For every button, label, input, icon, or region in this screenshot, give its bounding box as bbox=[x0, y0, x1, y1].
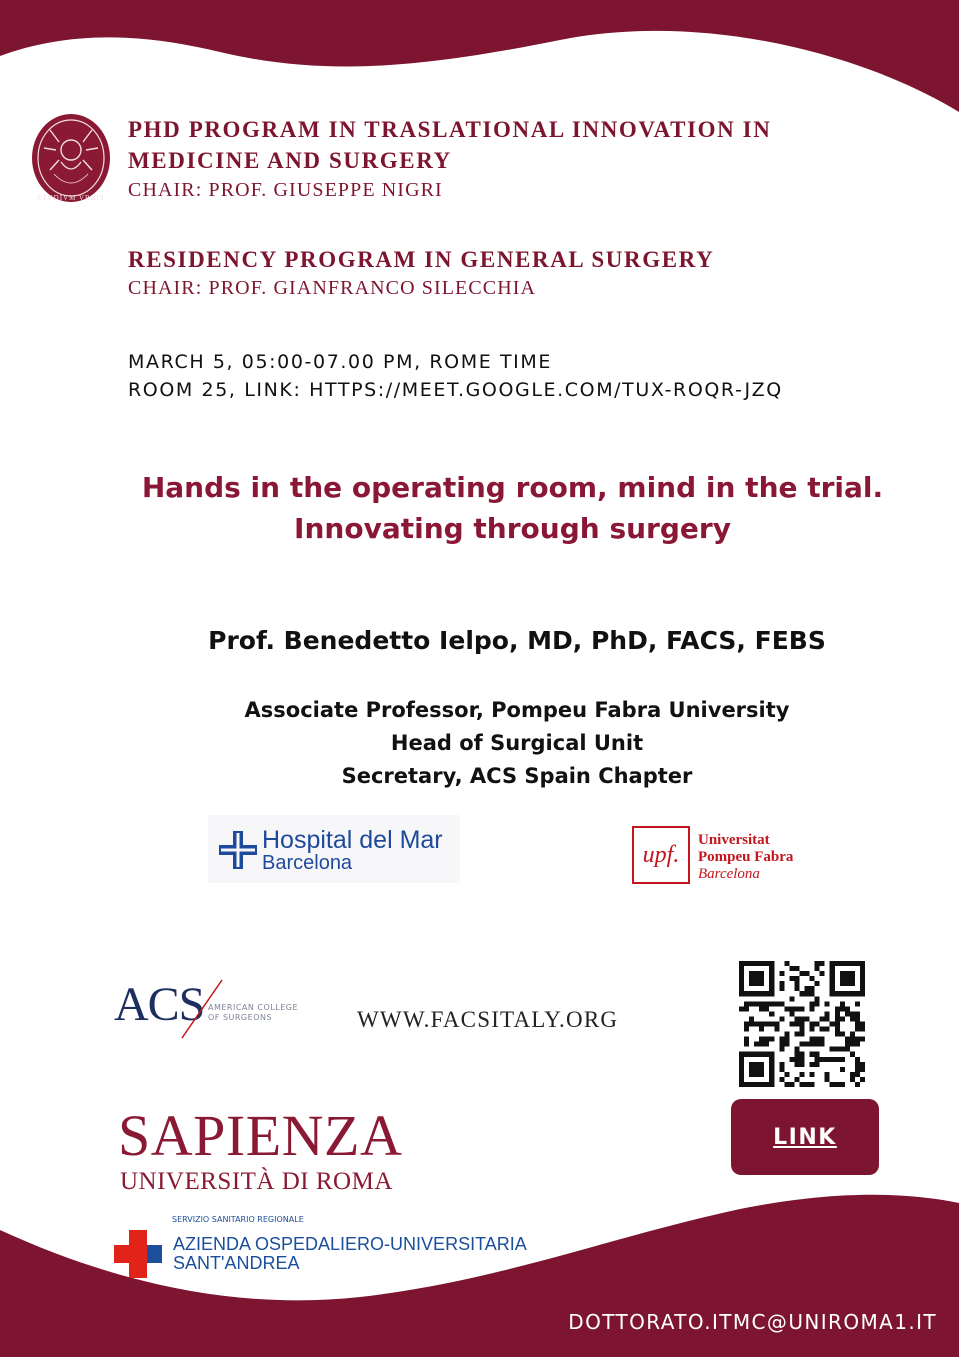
qr-code-icon[interactable] bbox=[739, 961, 865, 1087]
upf-logo-mark bbox=[632, 826, 690, 884]
hospital-del-mar-logo bbox=[208, 815, 460, 883]
talk-title-line-1: Hands in the operating room, mind in the trial. bbox=[141, 471, 884, 504]
upf-line-3: Barcelona bbox=[698, 866, 760, 882]
contact-email[interactable]: DOTTORATO.ITMC@UNIROMA1.IT bbox=[568, 1310, 937, 1334]
sant-andrea-line-2: SANT'ANDREA bbox=[173, 1253, 300, 1273]
upf-mark-text: upf. bbox=[642, 842, 680, 868]
upf-logo-text bbox=[698, 832, 793, 883]
upf-line-2: Pompeu Fabra bbox=[698, 849, 794, 865]
acs-logo-text bbox=[208, 1003, 298, 1023]
event-location-link[interactable]: ROOM 25, LINK: HTTPS://MEET.GOOGLE.COM/TUX-ROQR-JZQ bbox=[128, 379, 783, 401]
sant-andrea-small-label: SERVIZIO SANITARIO REGIONALE bbox=[172, 1215, 304, 1224]
sant-andrea-line-1: AZIENDA OSPEDALIERO-UNIVERSITARIA bbox=[173, 1234, 527, 1254]
phd-program-chair: CHAIR: PROF. GIUSEPPE NIGRI bbox=[128, 179, 443, 201]
sant-andrea-logo-text bbox=[173, 1235, 527, 1273]
top-wave-decoration bbox=[0, 0, 959, 130]
speaker-role-3: Secretary, ACS Spain Chapter bbox=[341, 764, 693, 788]
link-button[interactable]: LINK bbox=[731, 1099, 879, 1175]
sapienza-name: SAPIENZA bbox=[118, 1103, 403, 1168]
speaker-name: Prof. Benedetto Ielpo, MD, PhD, FACS, FEBS bbox=[208, 626, 826, 655]
acs-line-1: AMERICAN COLLEGE bbox=[208, 1003, 299, 1012]
event-datetime: MARCH 5, 05:00-07.00 PM, ROME TIME bbox=[128, 351, 552, 373]
residency-program-title: RESIDENCY PROGRAM IN GENERAL SURGERY bbox=[128, 247, 715, 272]
red-blue-cross-icon bbox=[114, 1230, 162, 1278]
phd-program-title-line-2: MEDICINE AND SURGERY bbox=[128, 148, 452, 173]
upf-line-1: Universitat bbox=[698, 832, 770, 848]
residency-program-chair: CHAIR: PROF. GIANFRANCO SILECCHIA bbox=[128, 277, 537, 299]
hospital-del-mar-city: Barcelona bbox=[262, 852, 353, 874]
seal-motto: STVDIVM VRBIS bbox=[37, 194, 105, 202]
speaker-role-2: Head of Surgical Unit bbox=[390, 731, 644, 755]
hospital-cross-icon bbox=[219, 831, 257, 869]
speaker-roles bbox=[0, 694, 959, 793]
speaker-role-1: Associate Professor, Pompeu Fabra University bbox=[244, 698, 790, 722]
acs-line-2: OF SURGEONS bbox=[208, 1013, 273, 1022]
talk-title-line-2: Innovating through surgery bbox=[294, 512, 731, 545]
talk-title bbox=[0, 467, 959, 549]
website-link[interactable]: WWW.FACSITALY.ORG bbox=[357, 1007, 619, 1032]
sapienza-subtitle: UNIVERSITÀ DI ROMA bbox=[120, 1168, 393, 1195]
sapienza-seal-icon bbox=[30, 112, 112, 204]
phd-program-title-line-1: PHD PROGRAM IN TRASLATIONAL INNOVATION IN bbox=[128, 117, 772, 142]
hospital-del-mar-name: Hospital del Mar bbox=[262, 826, 443, 854]
phd-program-title bbox=[128, 114, 771, 176]
acs-logo-mark: ACS bbox=[114, 978, 205, 1031]
